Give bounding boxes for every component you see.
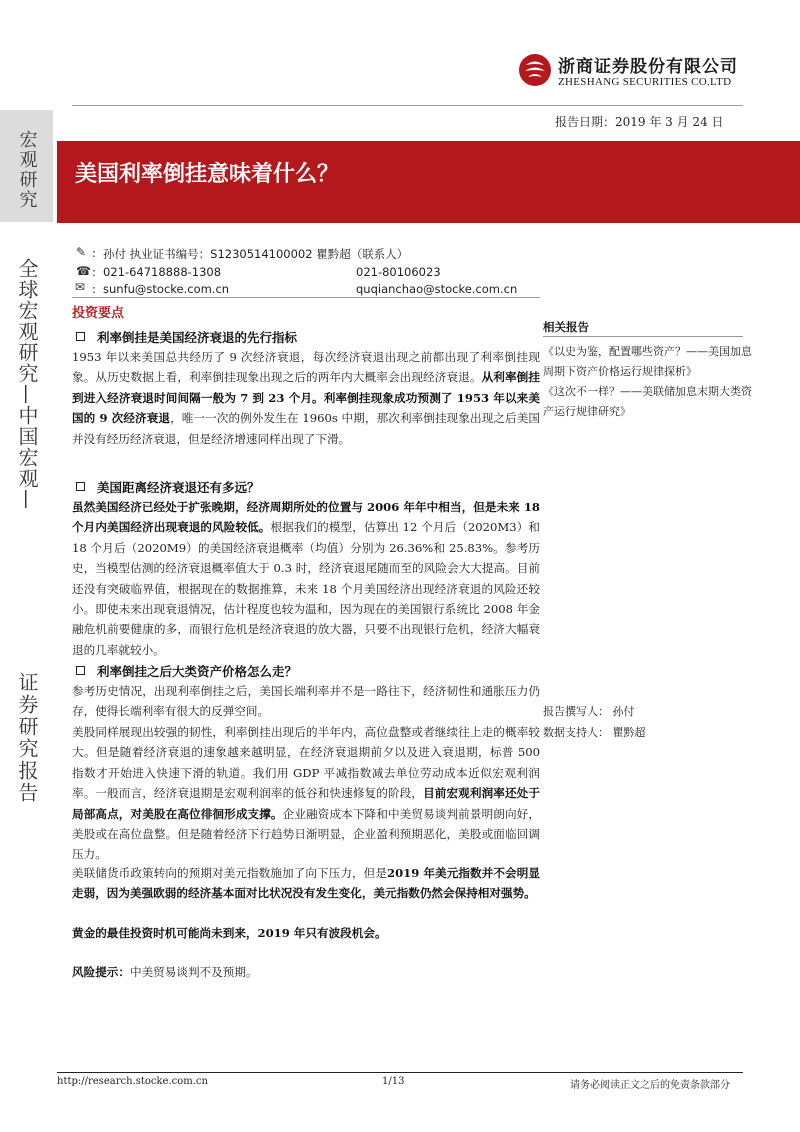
checkbox-bullet-icon bbox=[76, 482, 85, 491]
contact-divider bbox=[72, 297, 540, 298]
checkbox-bullet-icon bbox=[76, 666, 85, 675]
contact-colon: : bbox=[92, 265, 96, 279]
risk-note: 风险提示：中美贸易谈判不及预期。 bbox=[72, 965, 258, 979]
section-paragraph: 黄金的最佳投资时机可能尚未到来，2019 年只有波段机会。 bbox=[72, 926, 387, 940]
analyst-info: 孙付 执业证书编号：S1230514100002 瞿黔超（联系人） bbox=[103, 247, 409, 261]
phone-2: 021-80106023 bbox=[356, 265, 441, 279]
sidebar-category: 宏观研究 bbox=[16, 130, 38, 210]
header-divider bbox=[72, 105, 743, 106]
email-2[interactable]: quqianchao@stocke.com.cn bbox=[356, 282, 518, 296]
related-report-link[interactable]: 《这次不一样？——美联储加息末期大类资产运行规律研究》 bbox=[543, 385, 752, 418]
section-paragraph: 虽然美国经济已经处于扩张晚期，经济周期所处的位置与 2006 年年中相当，但是未来 18 个月内美国经济出现衰退的风险较低。根据我们的模型，估算出 12 个月后（2020M3）和 18 个月后（2020M9）的美国经济衰退概率（均值）分别为 26.36%和 25.83%。参考历史，当模型估测的经济衰退概率值大于 0.3 时，经济衰退尾随而至的风险会大大提高。目前还没有突破临界值，根据现在的数据推算，未来 18 个月美国经济出现经济衰退的风险还较小。即使未来出现衰退情况，估计程度也较为温和，因为现在的美国银行系统比 2008 年金融危机前要健康的多，而银行危机是经济衰退的放大器，只要不出现银行危机，经济大幅衰退的几率就较小。 bbox=[72, 500, 540, 657]
mail-icon: ✉ bbox=[75, 280, 86, 294]
section-heading: 利率倒挂是美国经济衰退的先行指标 bbox=[76, 328, 297, 346]
footer-divider bbox=[57, 1072, 743, 1073]
related-reports-heading: 相关报告 bbox=[543, 320, 589, 334]
email-1[interactable]: sunfu@stocke.com.cn bbox=[103, 282, 230, 296]
section-heading: 美国距离经济衰退还有多远？ bbox=[76, 478, 260, 496]
section-heading: 利率倒挂之后大类资产价格怎么走？ bbox=[76, 662, 297, 680]
related-divider bbox=[543, 336, 743, 337]
phone-icon: ☎ bbox=[76, 264, 91, 278]
brand-name-en: ZHESHANG SECURITIES CO.LTD bbox=[558, 76, 732, 88]
section-paragraph: 美联储货币政策转向的预期对美元指数施加了向下压力，但是2019 年美元指数并不会明显走弱，因为美强欧弱的经济基本面对比状况没有发生变化，美元指数仍然会保持相对强势。 bbox=[72, 866, 540, 901]
page-title: 美国利率倒挂意味着什么？ bbox=[75, 162, 340, 187]
section-paragraph: 美股同样展现出较强的韧性，利率倒挂出现后的半年内，高位盘整或者继续往上走的概率较大。但是随着经济衰退的速象越来越明显，在经济衰退期前夕以及进入衰退期，标普 500 指数才开始进入快速下滑的轨道。我们用 GDP 平减指数减去单位劳动成本近似宏观利润率。一般而言，经济衰退期是宏观利润率的低谷和快速修复的阶段，目前宏观利润率还处于局部高点，对美股在高位徘徊形成支撑。企业融资成本下降和中美贸易谈判前景明朗向好，美股或在高位盘整。但是随着经济下行趋势日渐明显，企业盈利预期恶化，美股或面临回调压力。 bbox=[72, 725, 540, 862]
pen-icon: ✎ bbox=[76, 245, 87, 259]
contact-colon: : bbox=[92, 282, 96, 296]
footer-disclaimer: 请务必阅读正文之后的免责条款部分 bbox=[570, 1080, 730, 1091]
report-date: 报告日期：2019 年 3 月 24 日 bbox=[555, 115, 724, 129]
data-supporter: 数据支持人： 瞿黔超 bbox=[543, 726, 646, 739]
page-number: 1/13 bbox=[382, 1076, 405, 1087]
section-paragraph: 参考历史情况，出现利率倒挂之后，美国长端利率并不是一路往下，经济韧性和通胀压力仍存，使得长端利率有很大的反弹空间。 bbox=[72, 684, 540, 719]
section-paragraph: 1953 年以来美国总共经历了 9 次经济衰退，每次经济衰退出现之前都出现了利率倒挂现象。从历史数据上看，利率倒挂现象出现之后的两年内大概率会出现经济衰退。从利率倒挂到进入经济衰退时间间隔一般为 7 到 23 个月。利率倒挂现象成功预测了 1953 年以来美国的 9 次经济衰退，唯一一次的例外发生在 1960s 中期，那次利率倒挂现象出现之后美国并没有经历经济衰退，但是经济增速同样出现了下滑。 bbox=[72, 350, 541, 446]
brand-logo-icon bbox=[517, 52, 553, 88]
footer-url[interactable]: http://research.stocke.com.cn bbox=[57, 1076, 208, 1087]
sidebar-series: 全球宏观研究—中国宏观— bbox=[15, 258, 39, 510]
related-report-link[interactable]: 《以史为鉴，配置哪些资产？——美国加息周期下资产价格运行规律探析》 bbox=[543, 345, 752, 378]
key-points-heading: 投资要点 bbox=[72, 306, 125, 321]
checkbox-bullet-icon bbox=[76, 332, 85, 341]
phone-1: 021-64718888-1308 bbox=[103, 265, 222, 279]
brand-name-cn: 浙商证券股份有限公司 bbox=[558, 57, 738, 77]
contact-colon: : bbox=[92, 246, 96, 260]
sidebar-doc-type: 证券研究报告 bbox=[15, 672, 39, 804]
report-writer: 报告撰写人： 孙付 bbox=[543, 705, 635, 718]
